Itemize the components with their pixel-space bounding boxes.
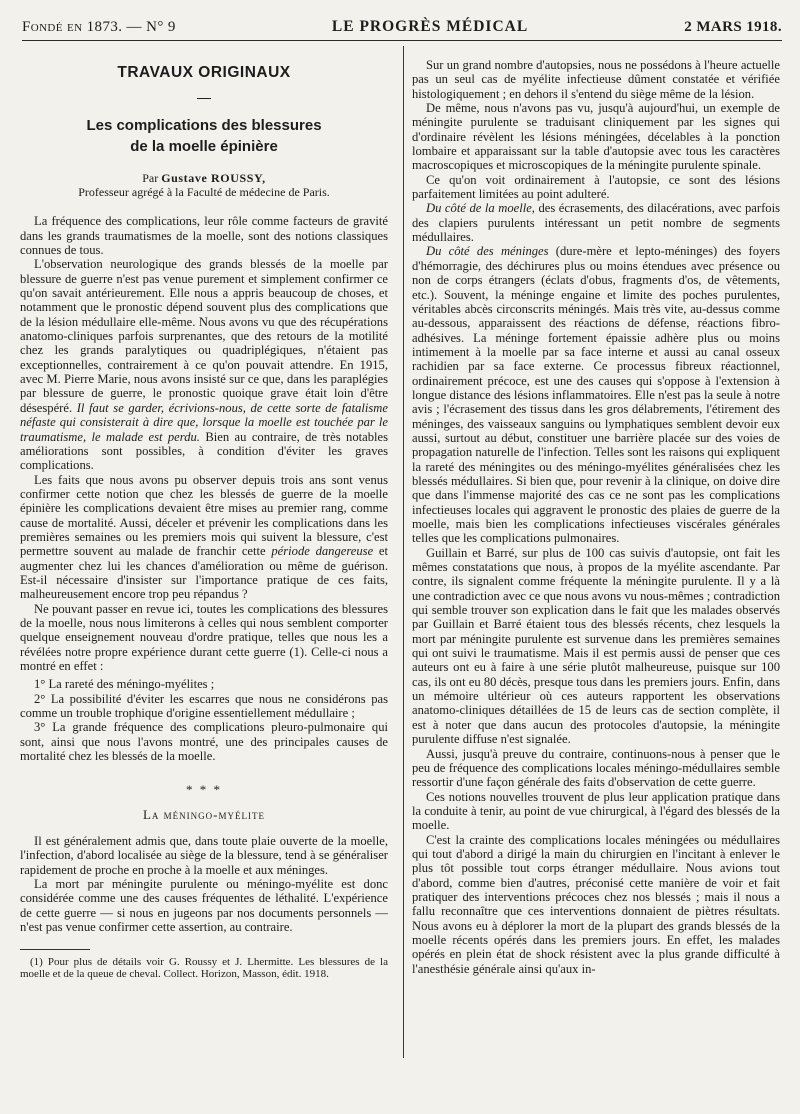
paragraph: Ce qu'on voit ordinairement à l'autopsie, ce sont des lésions parfaitement limitées au point adulteré. (412, 172, 780, 202)
journal-title: LE PROGRÈS MÉDICAL (331, 18, 529, 35)
paragraph: C'est la crainte des complications locales méningées ou médullaires qui tout d'abord a dirigé la main du chirurgien en l'incitant à enlever le plus tôt possible tout corps étranger médullaire. Nous avions tout d'abord, comme bien d'autres, préconisé cette manière de voir et fait pratiquer des interventions précoces chez nos blessés ; mais il nous a fallu reconnaître que ces interventions donnaient de piètres résultats. Nous avons eu à déplorer la mort de la plupart des grands blessés de la moelle récents opérés dans les premiers jours. En effet, les malades opérés en plein état de shock résistent avec la plus grande difficulté à l'anesthésie générale ainsi qu'aux in- (412, 832, 780, 976)
article-title (20, 115, 388, 157)
column-divider (403, 46, 404, 1058)
list-item: 2° La possibilité d'éviter les escarres que nous ne considérons pas comme un trouble trophique d'origine essentiellement médullaire ; (20, 691, 388, 721)
paragraph: Ces notions nouvelles trouvent de plus leur application pratique dans la conduite à tenir, au point de vue chirurgical, à l'égard des blessés de la moelle. (412, 789, 780, 833)
footnote: (1) Pour plus de détails voir G. Roussy et J. Lhermitte. Les blessures de la moelle et de la queue de cheval. Collect. Horizon, Masson, édit. 1918. (20, 955, 388, 980)
author-name: Gustave ROUSSY, (161, 171, 266, 186)
byline (20, 171, 388, 199)
paragraph: Aussi, jusqu'à preuve du contraire, continuons-nous à penser que le peu de fréquence des complications locales méningo-médullaires semble ressortir d'une façon générale des faits d'observation de cette guerre. (412, 746, 780, 790)
list-item: 3° La grande fréquence des complications pleuro-pulmonaire qui sont, ainsi que nous l'avons montré, une des principales causes de mortalité chez les blessés de la moelle. (20, 720, 388, 764)
paragraph: L'observation neurologique des grands blessés de la moelle par blessure de guerre n'est pas venue purement et simplement confirmer ce qu'on savait antérieurement. Elle nous a appris beaucoup de choses, et notamment que le pronostic dépend souvent plus des complications que de la lésion médullaire elle-même. Nous avons vu que des récupérations anatomo-cliniques parfois surprenantes, que des retours de la motilité chez les grands paralytiques ou quadriplégiques, n'étaient pas exceptionnelles, contrairement à ce qu'on pouvait attendre. En 1915, avec M. Pierre Marie, nous avons insisté sur ce que, dans les paraplégies par blessure de guerre, le pronostic quoique grave était loin d'être désespéré. Il faut se garder, écrivions-nous, de cette sorte de fatalisme néfaste qui consisterait à dire que, lorsque la moelle est touchée par le traumatisme, le malade est perdu. Bien au contraire, de très notables améliorations sont possibles, à condition d'éviter les graves complications. (20, 257, 388, 473)
italic-lead: Du côté des méninges (426, 244, 549, 259)
paragraph: Du côté des méninges (dure-mère et lepto-méninges) des foyers d'hémorragie, des déchirures plus ou moins étendues avec présence ou non de corps étrangers (éclats d'obus, fragments d'os, de vêtements, etc.). Souvent, la méninge engaine et limite des poches purulentes, véritables abcès circonscrits méningés. Mais très vite, au-dessus comme au-dessous, apparaissent des réactions de défense, réactions fibro-adhésives. La méninge fortement épaissie adhère plus ou moins intimement à la moelle par sa face interne et aussi au canal osseux rachidien par sa face externe. Ce processus fibreux réactionnel, ordinairement précoce, est une des causes qui s'oppose à l'extension à longue distance des lésions inflammatoires. Elle n'est pas la seule à notre avis ; l'écrasement des tissus dans les gros délabrements, l'étirement des méninges, des vaisseaux sanguins ou lymphatiques semblent devoir eux aussi, surtout au début, constituer une barrière placée sur des voies de propagation naturelle de l'infection. Telles sont les raisons qui expliquent la rareté des méningites ou des méningo-myélites généralisées chez les blessés médullaires. Si bien que, pour revenir à la clinique, on doive dire que dans l'immense majorité des cas ce ne sont pas les complications infectieuses locales qui aggravent le pronostic des plaies de guerre de la moelle, mais bien les complications infectieuses viscérales générales telles que les complications pulmonaires. (412, 244, 780, 546)
paragraph: De même, nous n'avons pas vu, jusqu'à aujourd'hui, un exemple de méningite purulente se traduisant cliniquement par les signes qui d'ordinaire révèlent les lésions méningées, décelables à la ponction lombaire et apparaissant sur la table d'autopsie avec tous les caractères macroscopiques et microscopiques de la méningite purulente spinale. (412, 101, 780, 173)
section-ornament: * * * (186, 782, 222, 798)
section-title: TRAVAUX ORIGINAUX (117, 64, 291, 81)
header-founded: Fondé en 1873. — N° 9 (22, 18, 176, 35)
byline-prefix: Par (142, 171, 162, 186)
paragraph: La mort par méningite purulente ou méningo-myélite est donc considérée comme une des causes fréquentes de léthalité. L'expérience de cette guerre — si nous en jugeons par nos documents personnels — n'est pas venue confirmer cette assertion, au contraire. (20, 877, 388, 935)
title-divider (197, 98, 211, 99)
paragraph: Du côté de la moelle, des écrasements, des dilacérations, avec parfois des clapiers purulents intéressant un petit nombre de segments médullaires. (412, 201, 780, 245)
subsection-heading: La méningo-myélite (142, 806, 265, 822)
left-column (20, 50, 388, 981)
paragraph: Sur un grand nombre d'autopsies, nous ne possédons à l'heure actuelle pas un seul cas de myélite infectieuse dûment constatée et vérifiée histologiquement ; en dehors il s'entend du siège même de la lésion. (412, 58, 780, 101)
article-title-line1: Les complications des blessures (86, 117, 322, 135)
right-column (412, 58, 780, 976)
running-header (22, 14, 782, 41)
article-title-line2: de la moelle épinière (130, 138, 278, 156)
italic-emphasis: période dangereuse (271, 544, 374, 559)
paragraph: Il est généralement admis que, dans toute plaie ouverte de la moelle, l'infection, d'abord localisée au siège de la blessure, tend à se généraliser rapidement de proche en proche à la moelle et aux méninges. (20, 834, 388, 877)
paragraph: La fréquence des complications, leur rôle comme facteurs de gravité dans les grands traumatismes de la moelle, sont des notions classiques connues de tous. (20, 214, 388, 258)
issue-date: 2 MARS 1918. (684, 18, 782, 35)
paragraph: Les faits que nous avons pu observer depuis trois ans sont venus confirmer cette notion que chez les blessés de guerre de la moelle épinière les complications devaient être mises au premier rang, comme cause de mortalité. Aussi, déceler et prévenir les complications dans les premières semaines ou les premiers mois qui suivent la blessure, c'est permettre souvent au malade de franchir cette période dangereuse et augmenter chez lui les chances d'amélioration ou même de guérison. Est-il nécessaire d'insister sur l'importance pratique de ces faits, malheureusement encore trop peu répandus ? (20, 472, 388, 602)
italic-lead: Du côté de la moelle, (426, 201, 535, 216)
paragraph: Guillain et Barré, sur plus de 100 cas suivis d'autopsie, ont fait les mêmes constatations que nous, à propos de la myélite ascendante. Par contre, ils signalent comme fréquente la méningite purulente. Il y a là une contradiction avec ce que nous avons vu nous-mêmes ; contradiction qui semble trouver son explication dans le fait que les malades observés par Guillain et Barré étaient tous des blessés récents, chez lesquels la mort par méningite purulente est survenue dans les premières semaines qui ont suivi le traumatisme. Mais il est permis aussi de penser que ces auteurs ont eu à faire à une série plutôt malheureuse, puisque sur 100 cas, ils ont eu 80 décès, presque tous dans les premiers jours. Enfin, dans un mémoire ultérieur où ces auteurs rapportent les observations anatomo-cliniques détaillées de 15 de leurs cas de section complète, il est à noter que dans aucun des protocoles d'autopsie, la méningite purulente diffuse n'est signalée. (412, 545, 780, 747)
italic-quote: Il faut se garder, écrivions-nous, de cette sorte de fatalisme néfaste qui consisterait à dire que, lorsque la moelle est touchée par le traumatisme, le malade est perdu. (20, 400, 388, 444)
list-item: 1° La rareté des méningo-myélites ; (34, 677, 215, 692)
footnote-rule (20, 949, 90, 950)
paragraph: Ne pouvant passer en revue ici, toutes les complications des blessures de la moelle, nous nous limiterons à celles qui nous semblent comporter quelque enseignement nouveau d'ordre pratique, telles que nous les a révélées notre propre expérience durant cette guerre (1). Celle-ci nous a montré en effet : (20, 601, 388, 673)
author-affiliation: Professeur agrégé à la Faculté de médecine de Paris. (78, 185, 330, 200)
